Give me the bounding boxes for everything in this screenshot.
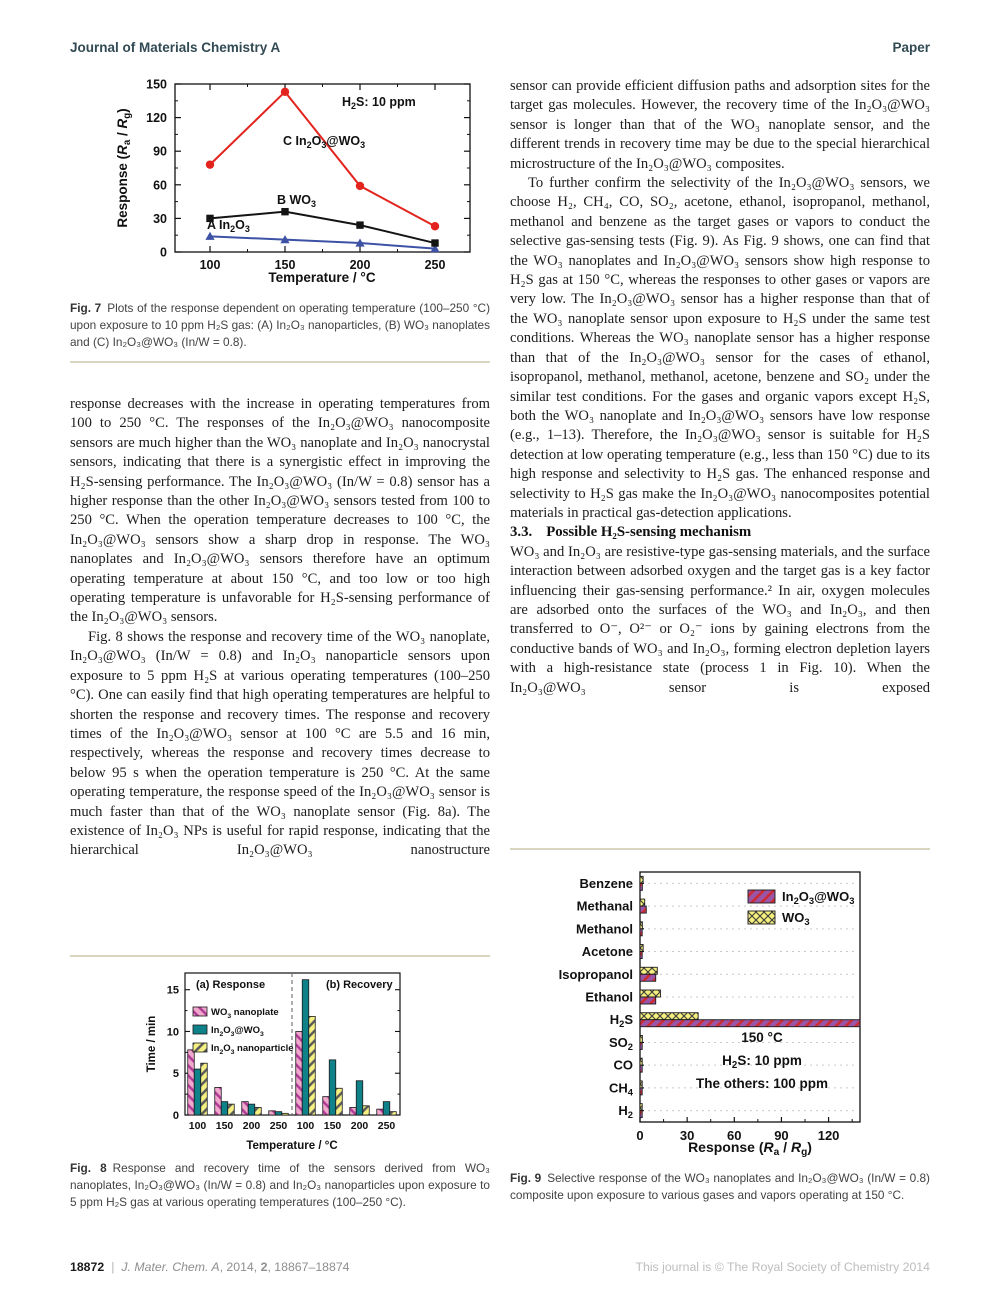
svg-text:A In2O3: A $In_2O_3$	[207, 218, 250, 234]
svg-text:Time / min: Time / min	[146, 1015, 158, 1073]
citation-year: , 2014,	[219, 1260, 261, 1274]
right-column-text	[510, 77, 930, 698]
svg-text:B WO3: B $WO_3$	[277, 193, 317, 209]
svg-text:150 °C: 150 °C	[741, 1030, 783, 1045]
fig9-chart	[512, 860, 932, 1163]
svg-text:10: 10	[166, 1026, 179, 1039]
svg-text:0: 0	[172, 1110, 179, 1122]
svg-text:120: 120	[146, 111, 167, 126]
svg-text:5: 5	[172, 1068, 179, 1081]
paragraph: Fig. 8 shows the response and recovery time of the WO₃ nanoplate, In₂O₃@WO₃ (In/W = 0.8) and In₂O₃ nanoparticle sensors upon exposure to 5 ppm H₂S at various operating temperatures (100–250 °C). One can easily find that high operating temperatures are helpful to shorten the response and recovery times. The response and recovery times of the In₂O₃@WO₃ sensor at 100 °C are 5.5 and 16 min, respectively, whereas the response and recovery times decrease to below 95 s when the operation temperature is 250 °C. At the same operating temperature, the response speed of the In₂O₃@WO₃ sensor is much faster than that of the WO₃ nanoplate sensor (Fig. 8a). The existence of In₂O₃ NPs is useful for rapid response, indicating that the hierarchical In₂O₃@WO₃ nanostructure	[70, 628, 490, 859]
citation-journal: J. Mater. Chem. A	[121, 1260, 220, 1274]
svg-text:150: 150	[323, 1120, 342, 1132]
svg-text:Ethanol: Ethanol	[585, 989, 633, 1005]
svg-text:150: 150	[274, 258, 296, 272]
svg-text:90: 90	[774, 1128, 789, 1143]
svg-text:100: 100	[199, 258, 221, 272]
svg-text:SO2: $SO_2$	[608, 1034, 633, 1052]
citation-volume: 2	[260, 1260, 268, 1274]
svg-text:0: 0	[160, 245, 167, 260]
footer-copyright: This journal is © The Royal Society of Chemistry 2014	[635, 1260, 930, 1274]
fig7-svg	[70, 76, 490, 294]
svg-text:Acetone: Acetone	[581, 944, 633, 960]
journal-title: Journal of Materials Chemistry A	[70, 40, 281, 55]
svg-text:100: 100	[188, 1120, 207, 1132]
footer-separator: |	[111, 1260, 115, 1274]
svg-text:250: 250	[269, 1120, 288, 1132]
figure-7	[70, 76, 490, 299]
svg-text:60: 60	[727, 1128, 742, 1143]
svg-text:CO: CO	[613, 1057, 633, 1073]
svg-text:Methanol: Methanol	[575, 921, 633, 937]
svg-text:90: 90	[153, 144, 167, 159]
left-column-text	[70, 395, 490, 861]
svg-text:100: 100	[296, 1120, 315, 1132]
svg-text:H2: $H_2$	[618, 1103, 633, 1121]
article-type-label: Paper	[892, 40, 930, 55]
svg-text:60: 60	[153, 178, 167, 193]
svg-text:250: 250	[424, 258, 446, 272]
svg-text:Temperature / °C: Temperature / °C	[268, 270, 376, 285]
svg-text:H2S: 10 ppm: $H_2S$: 10 ppm	[342, 95, 416, 111]
svg-text:Response (Ra / Rg): Response $(R_a / R_g)$	[688, 1139, 812, 1158]
page-number: 18872	[70, 1260, 105, 1274]
svg-text:30: 30	[679, 1128, 695, 1143]
svg-text:WO3 nanoplate: $WO_3$ nanoplate	[211, 1007, 279, 1020]
paragraph: To further confirm the selectivity of the In₂O₃@WO₃ sensors, we choose H₂, CH₄, CO, SO₂, acetone, ethanol, isopropanol, methanol, methanol and benzene as the target gases or vapors to conduct the selective gas-sensing tests (Fig. 9). As Fig. 9 shows, one can find that the WO₃ nanoplates and In₂O₃@WO₃ sensors show high response to H₂S gas at 150 °C, whereas the responses to other gases or vapors are very low. The In₂O₃@WO₃ sensor has a higher response than that of the WO₃ nanoplate sensor upon exposure to H₂S under the same test conditions. Whereas the WO₃ nanoplate sensor has a higher response than that of the In₂O₃@WO₃ sensor for the cases of ethanol, isopropanol, methanol, methanol, acetone, benzene and SO₂ under the similar test conditions. For the gases and organic vapors except H₂S, both the WO₃ nanoplate and In₂O₃@WO₃ sensors have low response (e.g., 1–13). Therefore, the In₂O₃@WO₃ sensor is suitable for H₂S detection at low operating temperature (e.g., less than 150 °C) due to its high response and selectivity to H₂S gas. The enhanced response and selectivity to H₂S gas make the In₂O₃@WO₃ nanocomposites potential materials in practical gas-detection applications.	[510, 175, 930, 521]
paragraph: response decreases with the increase in operating temperatures from 100 to 250 °C. The responses of the In₂O₃@WO₃ nanocomposite sensors are much higher than the WO₃ nanoplate and In₂O₃ nanocrystal sensors, indicating that there is a synergistic effect in improving the H₂S-sensing performance. The In₂O₃@WO₃ (In/W = 0.8) sensor has a higher response than the other In₂O₃@WO₃ sensors tested from 100 to 250 °C. When the operation temperature decreases to 100 °C, the In₂O₃@WO₃ sensors show a sharp drop in response. The WO₃ nanoplates and In₂O₃@WO₃ sensors therefore have an optimum operating temperature at about 150 °C, and too low or too high operating temperature is unfavorable for H₂S-sensing performance of the In₂O₃@WO₃ sensors.	[70, 396, 490, 626]
svg-text:Temperature / °C: Temperature / °C	[246, 1140, 338, 1152]
svg-text:(a) Response: (a) Response	[196, 979, 266, 991]
svg-text:Isopropanol: Isopropanol	[558, 966, 633, 982]
svg-text:30: 30	[153, 211, 167, 226]
svg-text:120: 120	[817, 1128, 840, 1143]
page-footer	[70, 1260, 930, 1274]
paragraph: WO₃ and In₂O₃ are resistive-type gas-sensing materials, and the surface interaction between adsorbed oxygen and the target gas is a key factor influencing their gas-sensing performance.² In air, oxygen molecules are adsorbed onto the surfaces of the WO₃ and In₂O₃, and then transferred to O⁻, O²⁻ or O₂⁻ ions by gaining electrons from the conductive bands of WO₃ and In₂O₃, forming electron depletion layers with a high-resistance state (process 1 in Fig. 10). When the In₂O₃@WO₃ sensor is exposed	[510, 543, 930, 696]
svg-text:200: 200	[350, 1120, 369, 1132]
svg-text:(b) Recovery: (b) Recovery	[326, 979, 393, 991]
svg-text:Benzene: Benzene	[579, 875, 633, 891]
svg-text:WO3: $WO_3$	[782, 910, 810, 927]
svg-text:H2S: 10 ppm: $H_2S$: 10 ppm	[722, 1053, 802, 1071]
svg-text:C In2O3@WO3: C $In_2O_3@WO_3$	[283, 134, 366, 150]
paragraph: sensor can provide efficient diffusion paths and adsorption sites for the target gas molecules. However, the recovery time of the In₂O₃@WO₃ sensor is longer than that of the WO₃ nanoplate sensor, and the different trends in recovery time may be due to the special hierarchical microstructure of the In₂O₃@WO₃ composites.	[510, 78, 930, 172]
fig8-chart	[140, 963, 430, 1160]
fig8-caption	[70, 1160, 490, 1210]
section-title: Possible H₂S-sensing mechanism	[546, 524, 752, 541]
fig7-caption-text: Plots of the response dependent on operating temperature (100–250 °C) upon exposure to 10 ppm H₂S gas: (A) In₂O₃ nanoparticles, (B) WO₃ nanoplates and (C) In₂O₃@WO₃ (In/W = 0.8).	[70, 301, 490, 349]
fig7-caption-label: Fig. 7	[70, 301, 102, 315]
fig9-caption	[510, 1170, 930, 1204]
citation-pages: , 18867–18874	[267, 1260, 350, 1274]
fig8-svg	[140, 963, 430, 1155]
svg-text:0: 0	[636, 1128, 644, 1143]
svg-text:The others: 100 ppm: The others: 100 ppm	[695, 1076, 829, 1091]
svg-text:250: 250	[377, 1120, 396, 1132]
svg-text:In2O3 nanoparticle: $In_2O_3$ nanoparticle	[211, 1043, 294, 1056]
svg-text:15: 15	[166, 984, 179, 997]
footer-citation	[70, 1260, 350, 1274]
svg-text:CH4: $CH_4$	[609, 1080, 633, 1098]
fig8-caption-text: Response and recovery time of the sensors derived from WO₃ nanoplates, In₂O₃@WO₃ (In/W = 0.8) and In₂O₃ nanoparticles upon exposure to 5 ppm H₂S gas at various operating temperatures (100–250 °C).	[70, 1161, 490, 1209]
figure-8	[140, 963, 430, 1160]
section-heading	[510, 523, 930, 542]
divider-above-fig8	[70, 955, 490, 957]
svg-text:200: 200	[349, 258, 371, 272]
divider-above-fig9	[510, 848, 930, 850]
svg-text:150: 150	[215, 1120, 234, 1132]
svg-text:200: 200	[242, 1120, 261, 1132]
fig7-caption	[70, 300, 490, 350]
svg-text:In2O3@WO3: $In_2O_3@WO_3$	[211, 1025, 264, 1038]
fig9-caption-label: Fig. 9	[510, 1171, 542, 1185]
svg-text:Response (Ra / Rg): Response $(R_a / R_g)$	[115, 108, 133, 228]
svg-text:H2S: $H_2S$	[609, 1012, 633, 1030]
fig8-caption-label: Fig. 8	[70, 1161, 107, 1175]
svg-text:Methanal: Methanal	[576, 898, 633, 914]
section-number: 3.3.	[510, 524, 533, 541]
svg-text:In2O3@WO3: $In_2O_3@WO_3$	[782, 889, 855, 906]
figure-9	[512, 860, 932, 1163]
divider-under-fig7	[70, 361, 490, 363]
fig9-svg	[512, 860, 932, 1158]
svg-text:150: 150	[146, 77, 167, 92]
fig9-caption-text: Selective response of the WO₃ nanoplates and In₂O₃@WO₃ (In/W = 0.8) composite upon exposure to various gases and vapors operating at 150 °C.	[510, 1171, 930, 1202]
fig7-chart	[70, 76, 490, 299]
